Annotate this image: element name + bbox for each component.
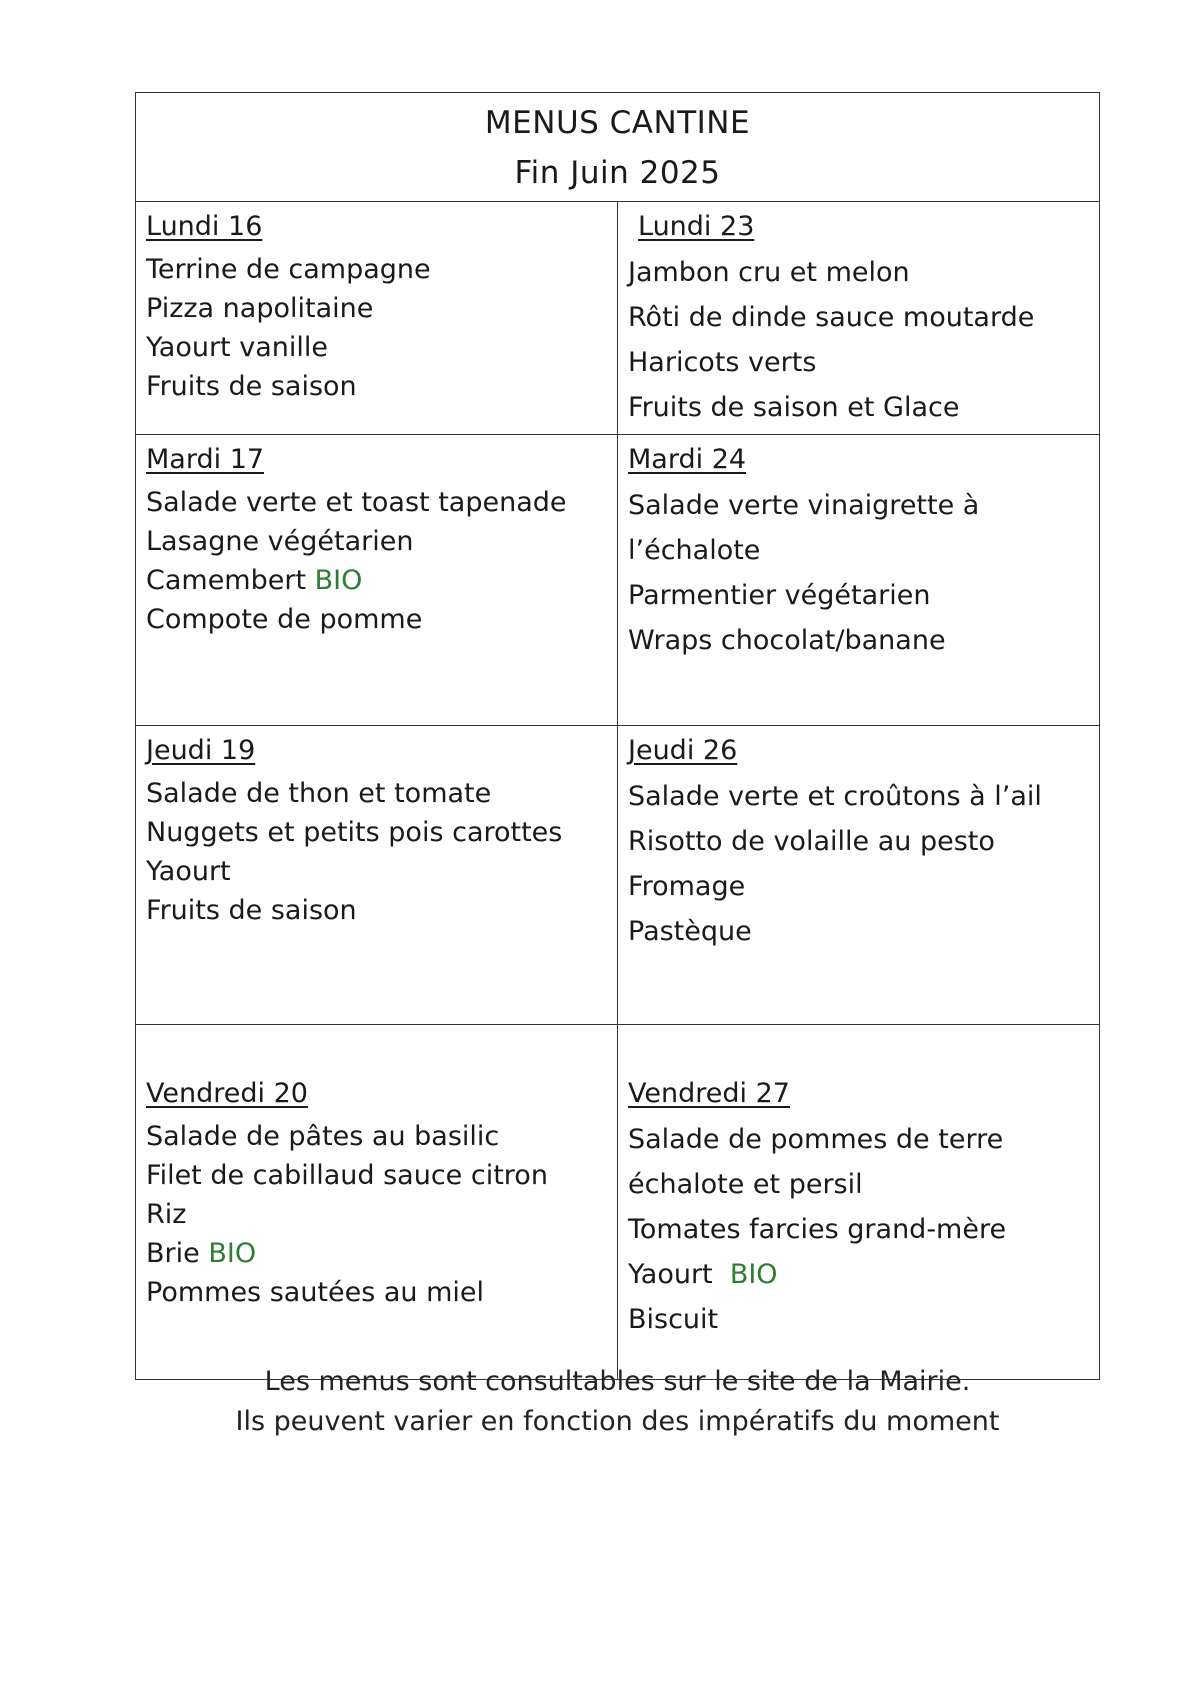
menu-item: Fruits de saison — [146, 371, 357, 402]
menu-item: échalote et persil — [628, 1169, 863, 1200]
menu-item: Risotto de volaille au pesto — [628, 826, 995, 857]
day-label: Mardi 24 — [628, 444, 747, 475]
menu-item: Compote de pomme — [146, 604, 423, 635]
menu-item: Jambon cru et melon — [628, 257, 910, 288]
menu-item: l’échalote — [628, 535, 761, 566]
day-cell-jeudi-26 — [618, 726, 1100, 1025]
menu-item: Fromage — [628, 871, 746, 902]
menu-item: Pastèque — [628, 916, 752, 947]
footer-line: Les menus sont consultables sur le site de la Mairie. — [264, 1366, 971, 1397]
menu-item: Parmentier végétarien — [628, 580, 931, 611]
menu-item: Riz — [146, 1199, 187, 1230]
day-cell-mardi-17 — [136, 435, 618, 726]
menu-item: Biscuit — [628, 1304, 719, 1335]
menu-item: Lasagne végétarien — [146, 526, 414, 557]
menu-item: Tomates farcies grand-mère — [628, 1214, 1007, 1245]
menu-item — [628, 1252, 1087, 1297]
footer-note — [135, 1362, 1100, 1442]
day-cell-mardi-24 — [618, 435, 1100, 726]
bio-badge: BIO — [314, 565, 363, 596]
menu-item: Salade de thon et tomate — [146, 778, 492, 809]
menu-item: Wraps chocolat/banane — [628, 625, 946, 656]
menu-item: Yaourt — [146, 856, 231, 887]
day-label: Jeudi 26 — [628, 735, 738, 766]
menu-item: Fruits de saison et Glace — [628, 392, 960, 423]
menu-item: Pommes sautées au miel — [146, 1277, 485, 1308]
bio-badge: BIO — [208, 1238, 257, 1269]
menu-item: Fruits de saison — [146, 895, 357, 926]
menu-item: Haricots verts — [628, 347, 817, 378]
page-subtitle: Fin Juin 2025 — [514, 155, 721, 191]
day-label: Vendredi 20 — [146, 1078, 308, 1109]
day-label: Lundi 23 — [638, 211, 755, 242]
menu-item — [146, 561, 605, 600]
day-cell-lundi-16 — [136, 202, 618, 435]
page-title: MENUS CANTINE — [484, 105, 751, 141]
menu-item-text: Camembert — [146, 565, 307, 596]
bio-badge: BIO — [729, 1259, 778, 1290]
menu-table — [135, 92, 1100, 1380]
menu-item: Salade de pâtes au basilic — [146, 1121, 500, 1152]
menu-item: Salade verte et croûtons à l’ail — [628, 781, 1042, 812]
menu-item: Pizza napolitaine — [146, 293, 374, 324]
menu-item-text: Brie — [146, 1238, 200, 1269]
menu-item: Salade de pommes de terre — [628, 1124, 1004, 1155]
menu-item — [146, 1234, 605, 1273]
day-cell-vendredi-27 — [618, 1025, 1100, 1380]
footer-line: Ils peuvent varier en fonction des impératifs du moment — [235, 1406, 1000, 1437]
day-cell-lundi-23 — [618, 202, 1100, 435]
menu-item: Salade verte et toast tapenade — [146, 487, 567, 518]
menu-item-text: Yaourt — [628, 1259, 713, 1290]
menu-item: Yaourt vanille — [146, 332, 328, 363]
menu-item: Nuggets et petits pois carottes — [146, 817, 563, 848]
menu-item: Salade verte vinaigrette à — [628, 490, 980, 521]
day-label: Jeudi 19 — [146, 735, 256, 766]
menu-item: Rôti de dinde sauce moutarde — [628, 302, 1035, 333]
menu-header — [136, 93, 1100, 202]
day-label: Lundi 16 — [146, 211, 263, 242]
day-cell-vendredi-20 — [136, 1025, 618, 1380]
day-label: Vendredi 27 — [628, 1078, 790, 1109]
menu-item: Filet de cabillaud sauce citron — [146, 1160, 548, 1191]
day-label: Mardi 17 — [146, 444, 265, 475]
menu-item: Terrine de campagne — [146, 254, 431, 285]
day-cell-jeudi-19 — [136, 726, 618, 1025]
